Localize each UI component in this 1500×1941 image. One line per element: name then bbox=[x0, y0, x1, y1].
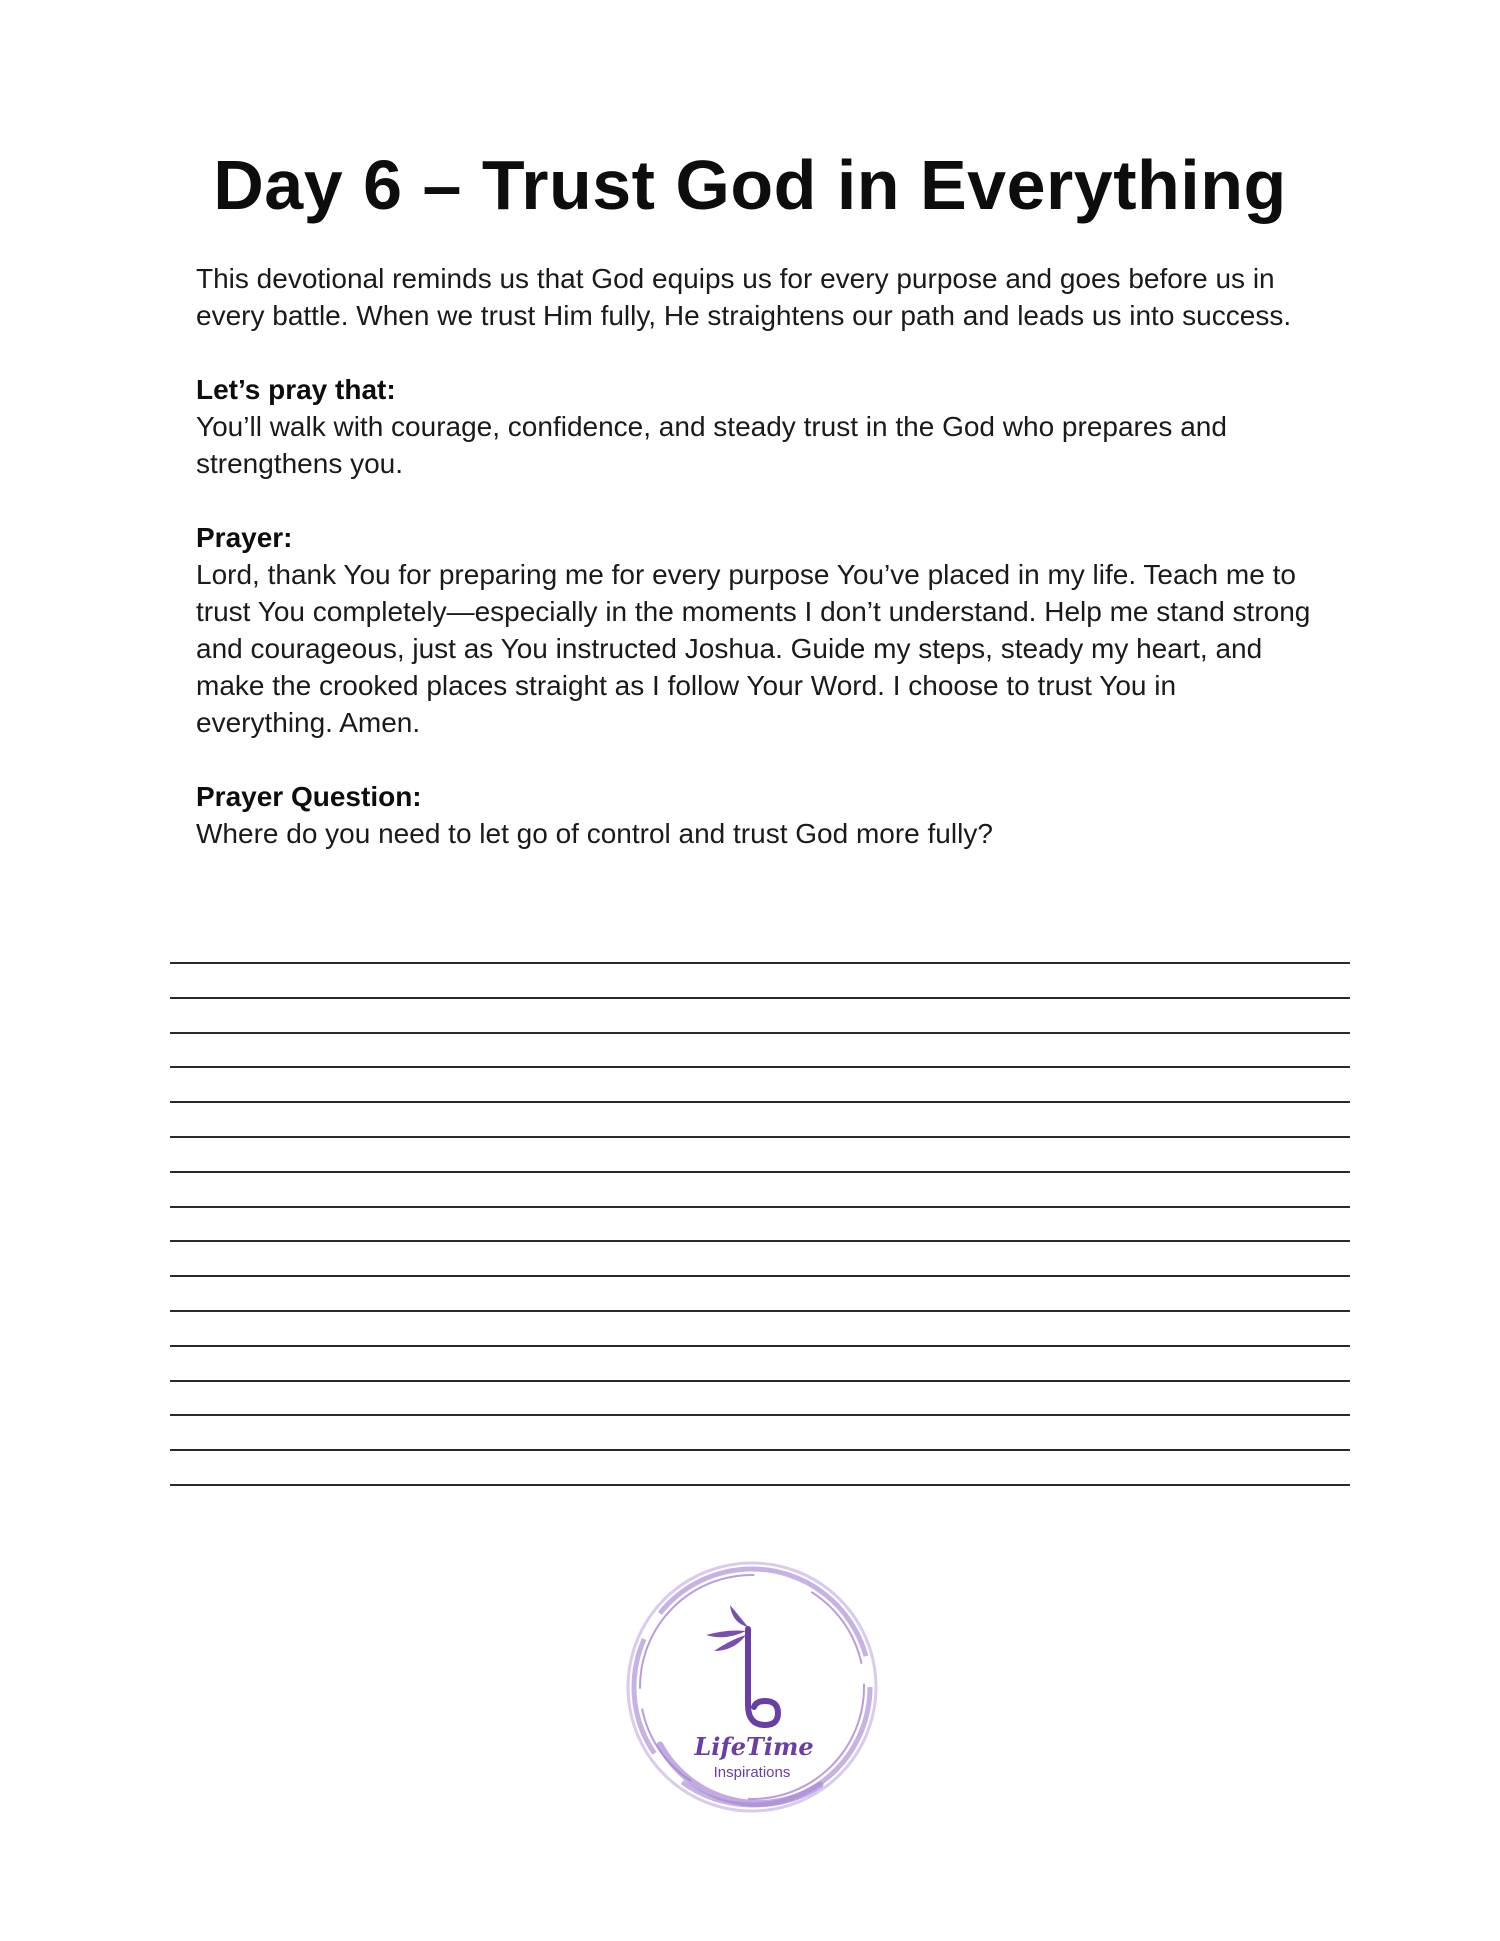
logo-graphic bbox=[620, 1555, 884, 1819]
intro-section bbox=[196, 260, 1316, 334]
writing-line bbox=[170, 1101, 1350, 1136]
logo-brand-line1: LifeTime bbox=[694, 1732, 814, 1761]
writing-line bbox=[170, 1449, 1350, 1484]
leaf-icon bbox=[706, 1631, 746, 1638]
writing-line bbox=[170, 1032, 1350, 1067]
leaf-icon bbox=[714, 1635, 746, 1651]
prayer-label: Prayer: bbox=[196, 522, 293, 553]
prayer-question-section bbox=[196, 778, 1316, 852]
writing-line bbox=[170, 1310, 1350, 1345]
writing-line bbox=[170, 1275, 1350, 1310]
pray-that-text: You’ll walk with courage, confidence, and steady trust in the God who prepares and strengthens you. bbox=[196, 411, 1227, 479]
logo-brand-line2: Inspirations bbox=[713, 1764, 791, 1781]
pray-that-section bbox=[196, 371, 1316, 482]
writing-line bbox=[170, 997, 1350, 1032]
devotional-content bbox=[196, 260, 1316, 889]
prayer-question-label: Prayer Question: bbox=[196, 781, 422, 812]
lifetime-inspirations-logo bbox=[620, 1555, 884, 1819]
writing-line bbox=[170, 1484, 1350, 1486]
leaf-icon bbox=[730, 1605, 748, 1627]
writing-line bbox=[170, 1066, 1350, 1101]
prayer-question-text: Where do you need to let go of control and trust God more fully? bbox=[196, 818, 993, 849]
writing-line bbox=[170, 962, 1350, 997]
writing-line bbox=[170, 1206, 1350, 1241]
pray-that-label: Let’s pray that: bbox=[196, 374, 396, 405]
writing-line bbox=[170, 1414, 1350, 1449]
prayer-section bbox=[196, 519, 1316, 741]
writing-line bbox=[170, 1380, 1350, 1415]
note-stem-icon bbox=[748, 1629, 778, 1725]
writing-line bbox=[170, 1345, 1350, 1380]
writing-lines bbox=[170, 962, 1350, 1486]
writing-line bbox=[170, 1171, 1350, 1206]
intro-paragraph: This devotional reminds us that God equips us for every purpose and goes before us in every battle. When we trust Him fully, He straightens our path and leads us into success. bbox=[196, 263, 1292, 331]
writing-line bbox=[170, 1136, 1350, 1171]
prayer-text: Lord, thank You for preparing me for every purpose You’ve placed in my life. Teach me to trust You completely—especially in the moments I don’t understand. Help me stand strong and courageous, just as You instructed Joshua. Guide my steps, steady my heart, and make the crooked places straight as I follow Your Word. I choose to trust You in everything. Amen. bbox=[196, 559, 1311, 738]
page-title: Day 6 – Trust God in Everything bbox=[213, 146, 1287, 224]
writing-line bbox=[170, 1240, 1350, 1275]
